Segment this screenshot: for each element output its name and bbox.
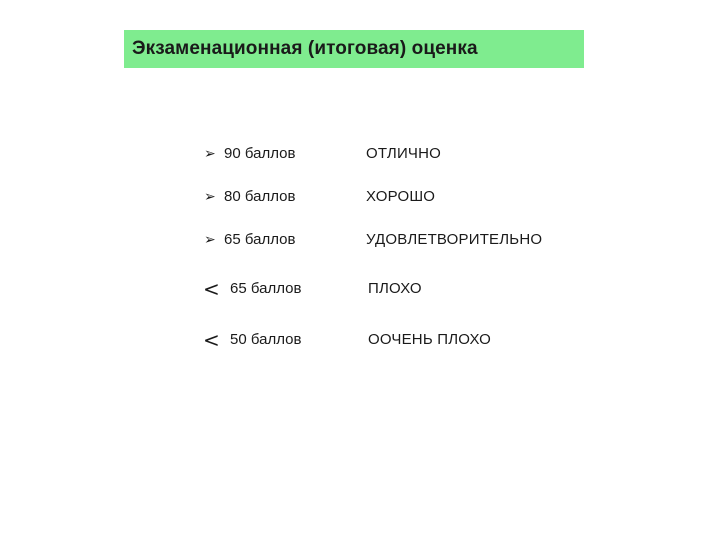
title-bar: [124, 30, 584, 68]
grade-row: [0, 277, 720, 301]
score-label: 80 баллов: [224, 188, 296, 205]
page-title: Экзаменационная (итоговая) оценка: [132, 38, 478, 59]
arrow-bullet-icon: ➢: [204, 232, 216, 248]
less-than-bullet-icon: <: [203, 328, 220, 352]
grade-label: ООЧЕНЬ ПЛОХО: [368, 331, 492, 348]
score-label: 50 баллов: [230, 331, 302, 348]
arrow-bullet-icon: ➢: [204, 146, 216, 162]
grade-label: ОТЛИЧНО: [366, 145, 442, 162]
score-label: 65 баллов: [230, 280, 302, 297]
grade-label: УДОВЛЕТВОРИТЕЛЬНО: [366, 231, 543, 248]
less-than-bullet-icon: <: [203, 277, 220, 301]
arrow-bullet-icon: ➢: [204, 189, 216, 205]
grade-row: [0, 228, 720, 252]
grade-row: [0, 185, 720, 209]
grade-row: [0, 142, 720, 166]
score-label: 65 баллов: [224, 231, 296, 248]
score-label: 90 баллов: [224, 145, 296, 162]
grade-row: [0, 328, 720, 352]
grade-label: ХОРОШО: [366, 188, 436, 205]
grade-label: ПЛОХО: [368, 280, 422, 297]
